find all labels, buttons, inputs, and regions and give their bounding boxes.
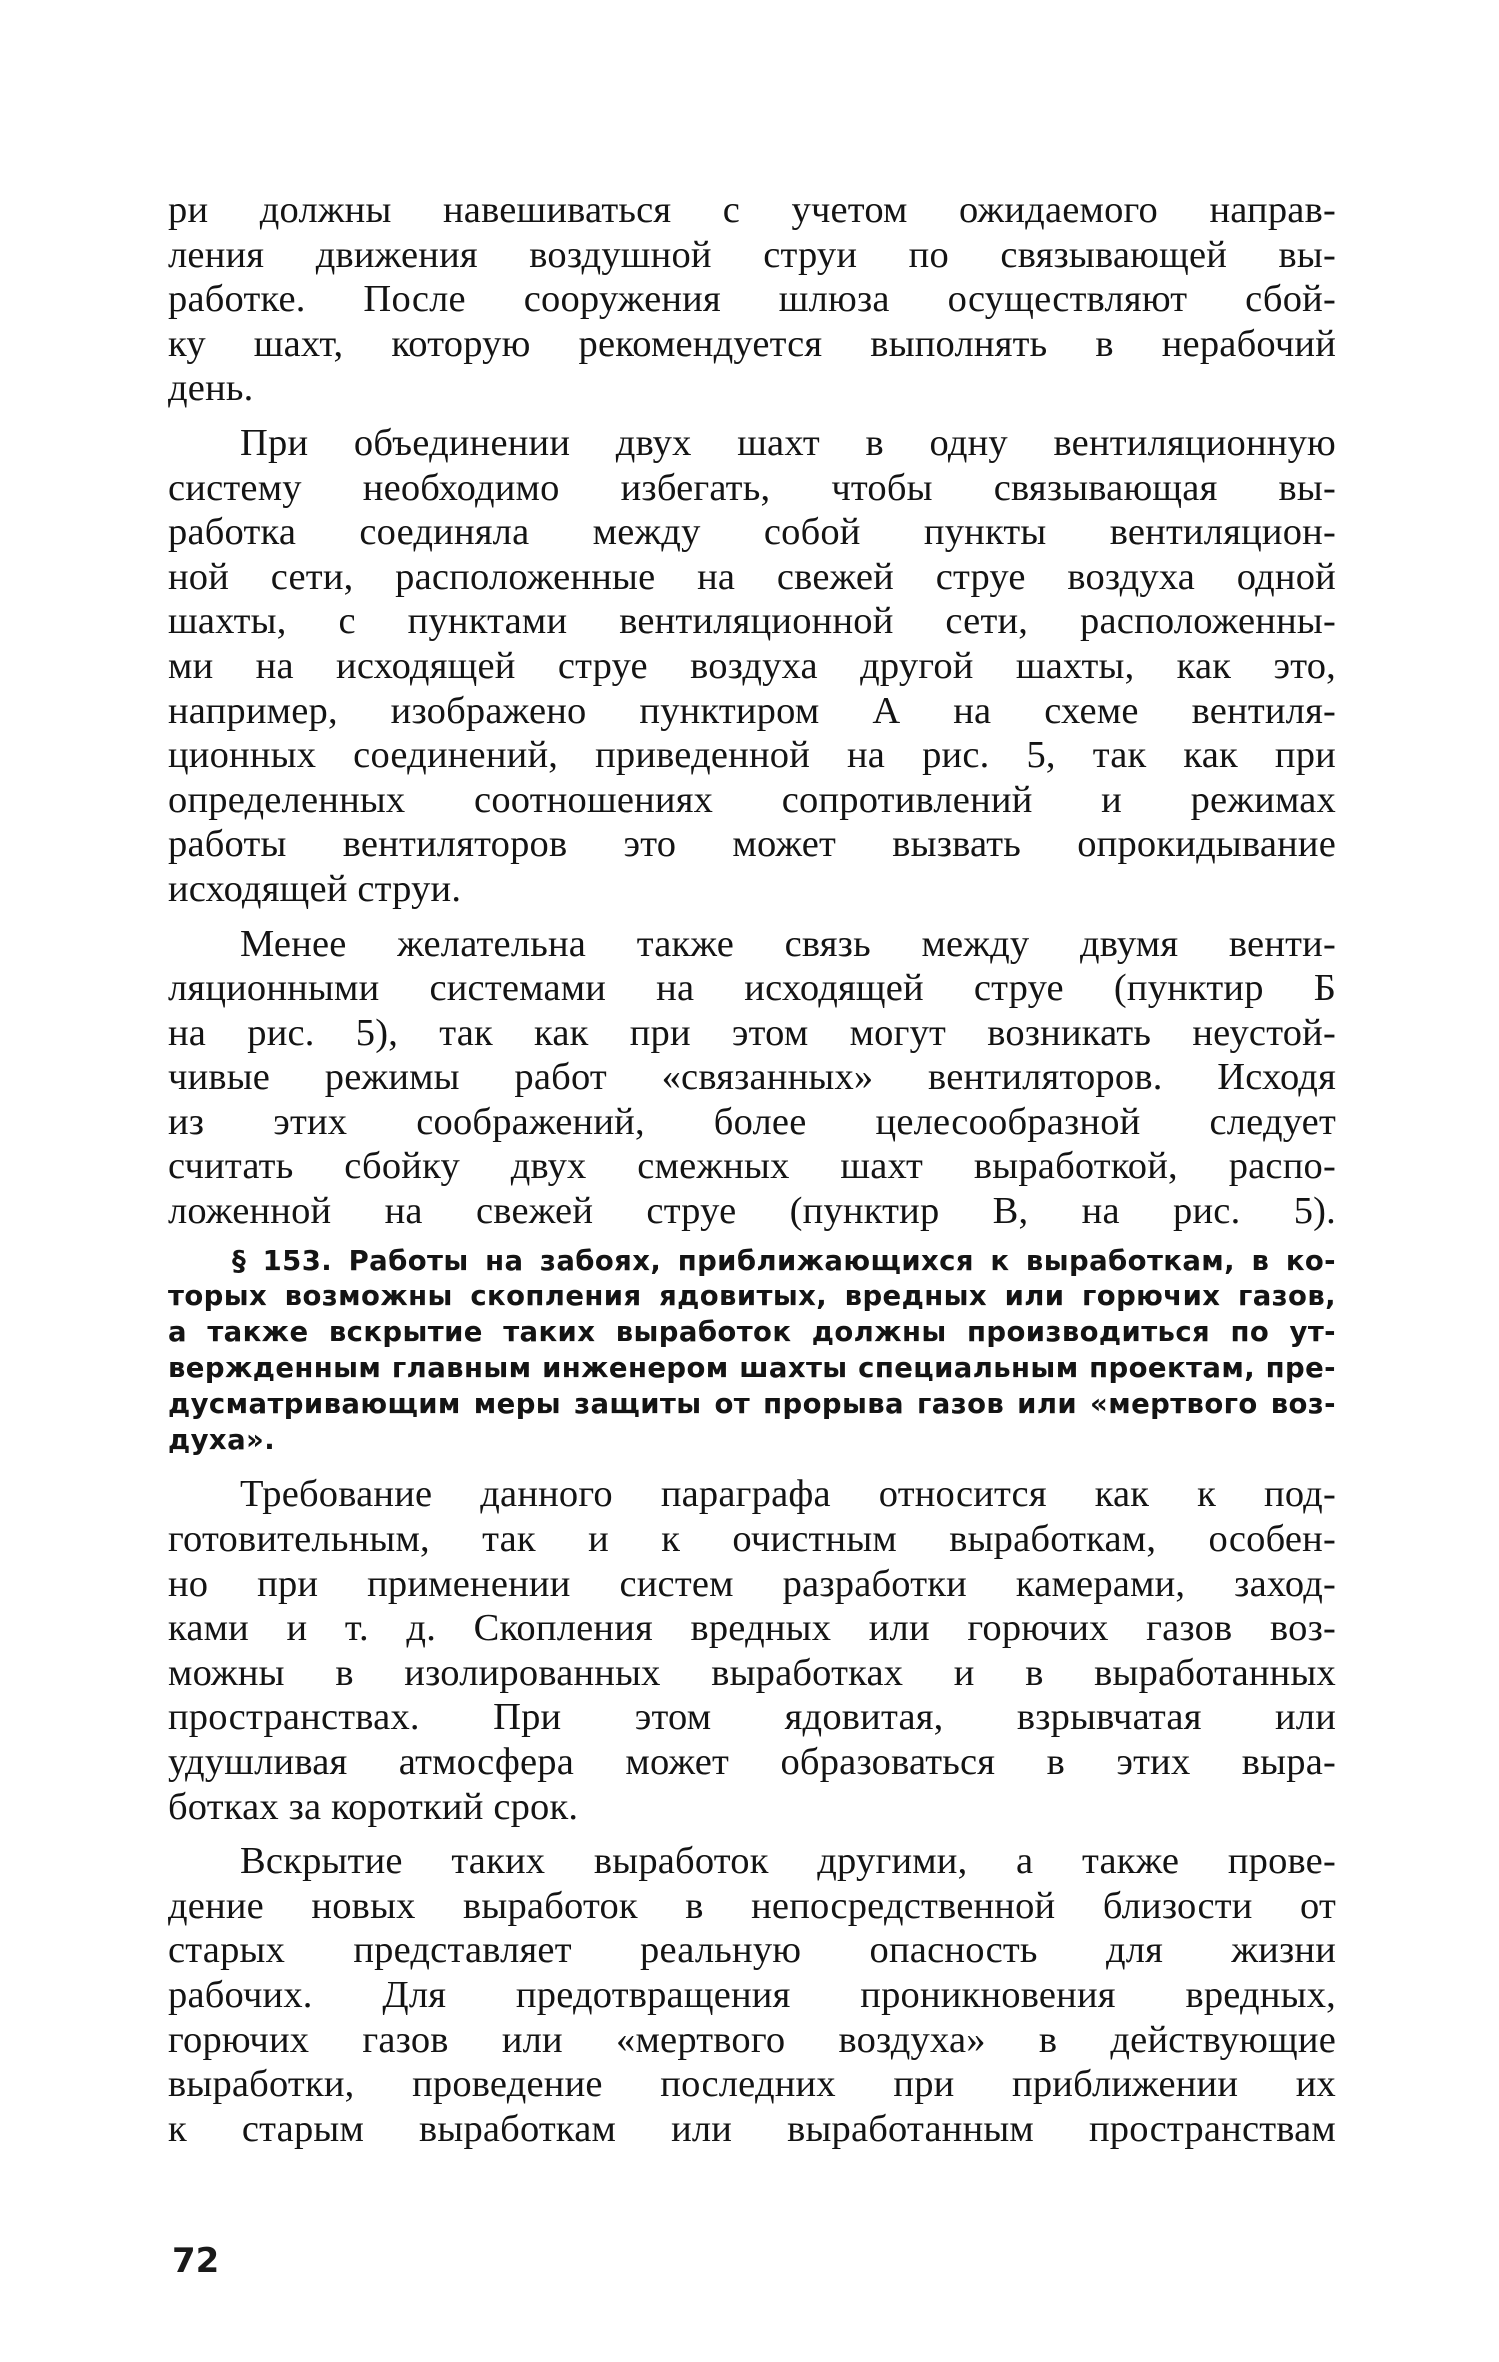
text-line: Менее желательна также связь между двумя венти- <box>240 922 1336 965</box>
text-line: готовительным, так и к очистным выработкам, особен- <box>168 1518 1336 1561</box>
text-line: систему необходимо избегать, чтобы связывающая вы- <box>168 466 1336 509</box>
text-line: рабочих. Для предотвращения проникновения вредных, <box>168 1973 1336 2016</box>
rule-paragraph-153 <box>168 1244 1336 1459</box>
text-line: работка соединяла между собой пункты вентиляцион- <box>168 511 1336 554</box>
page-body <box>168 188 1336 2151</box>
text-line: Вскрытие таких выработок другими, а также прове- <box>240 1840 1336 1883</box>
text-line: горючих газов или «мертвого воздуха» в действующие <box>168 2018 1336 2061</box>
text-line: работке. После сооружения шлюза осуществляют сбой- <box>168 278 1336 321</box>
text-line: Требование данного параграфа относится как к под- <box>240 1473 1336 1516</box>
page-number: 72 <box>172 2241 220 2281</box>
text-line: удушливая атмосфера может образоваться в этих выра- <box>168 1741 1336 1783</box>
text-line: ложенной на свежей струе (пунктир В, на рис. 5). <box>168 1190 1336 1233</box>
text-line: ной сети, расположенные на свежей струе воздуха одной <box>168 555 1336 598</box>
text-line: ками и т. д. Скопления вредных или горючих газов воз- <box>168 1607 1336 1650</box>
rule-line: § 153. Работы на забоях, приближающихся к выработкам, в ко- <box>232 1244 1336 1277</box>
rule-line: духа». <box>168 1423 276 1456</box>
rule-line: а также вскрытие таких выработок должны производиться по ут- <box>168 1316 1336 1349</box>
text-line: выработки, проведение последних при приближении их <box>168 2063 1336 2106</box>
text-line: день. <box>168 367 254 410</box>
text-line: например, изображено пунктиром А на схеме вентиля- <box>168 689 1336 732</box>
text-line: можны в изолированных выработках и в выработанных <box>168 1651 1336 1694</box>
text-line: но при применении систем разработки камерами, заход- <box>168 1562 1336 1605</box>
text-line: дение новых выработок в непосредственной близости от <box>168 1884 1336 1927</box>
paragraph-2 <box>168 421 1336 912</box>
paragraph-4 <box>168 1472 1336 1829</box>
text-line: старых представляет реальную опасность для жизни <box>168 1929 1336 1972</box>
rule-line: вержденным главным инженером шахты специальным проектам, пре- <box>168 1352 1336 1385</box>
paragraph-5 <box>168 1839 1336 2151</box>
text-line: ляционными системами на исходящей струе (пунктир Б <box>168 967 1336 1010</box>
text-line: определенных соотношениях сопротивлений и режимах <box>168 778 1336 821</box>
text-line: ционных соединений, приведенной на рис. 5, так как при <box>168 734 1336 777</box>
text-line: к старым выработкам или выработанным пространствам <box>168 2107 1336 2150</box>
paragraph-1 <box>168 188 1336 411</box>
text-line: ми на исходящей струе воздуха другой шахты, как это, <box>168 644 1336 687</box>
text-line: ку шахт, которую рекомендуется выполнять в нерабочий <box>168 322 1336 365</box>
text-line: шахты, с пунктами вентиляционной сети, расположенны- <box>168 600 1336 643</box>
text-line: на рис. 5), так как при этом могут возникать неустой- <box>168 1011 1336 1054</box>
text-line: ления движения воздушной струи по связывающей вы- <box>168 233 1336 276</box>
text-line: пространствах. При этом ядовитая, взрывчатая или <box>168 1696 1336 1739</box>
text-line: ри должны навешиваться с учетом ожидаемого направ- <box>168 189 1336 231</box>
text-line: считать сбойку двух смежных шахт выработкой, распо- <box>168 1145 1336 1188</box>
text-line: исходящей струи. <box>168 867 462 910</box>
rule-line: дусматривающим меры защиты от прорыва газов или «мертвого воз- <box>168 1387 1336 1420</box>
text-line: работы вентиляторов это может вызвать опрокидывание <box>168 823 1336 866</box>
text-line: из этих соображений, более целесообразной следует <box>168 1100 1336 1143</box>
text-line: При объединении двух шахт в одну вентиляционную <box>240 421 1336 464</box>
rule-line: торых возможны скопления ядовитых, вредных или горючих газов, <box>168 1280 1336 1313</box>
text-line: ботках за короткий срок. <box>168 1785 579 1828</box>
text-line: чивые режимы работ «связанных» вентиляторов. Исходя <box>168 1056 1336 1099</box>
paragraph-3 <box>168 922 1336 1234</box>
